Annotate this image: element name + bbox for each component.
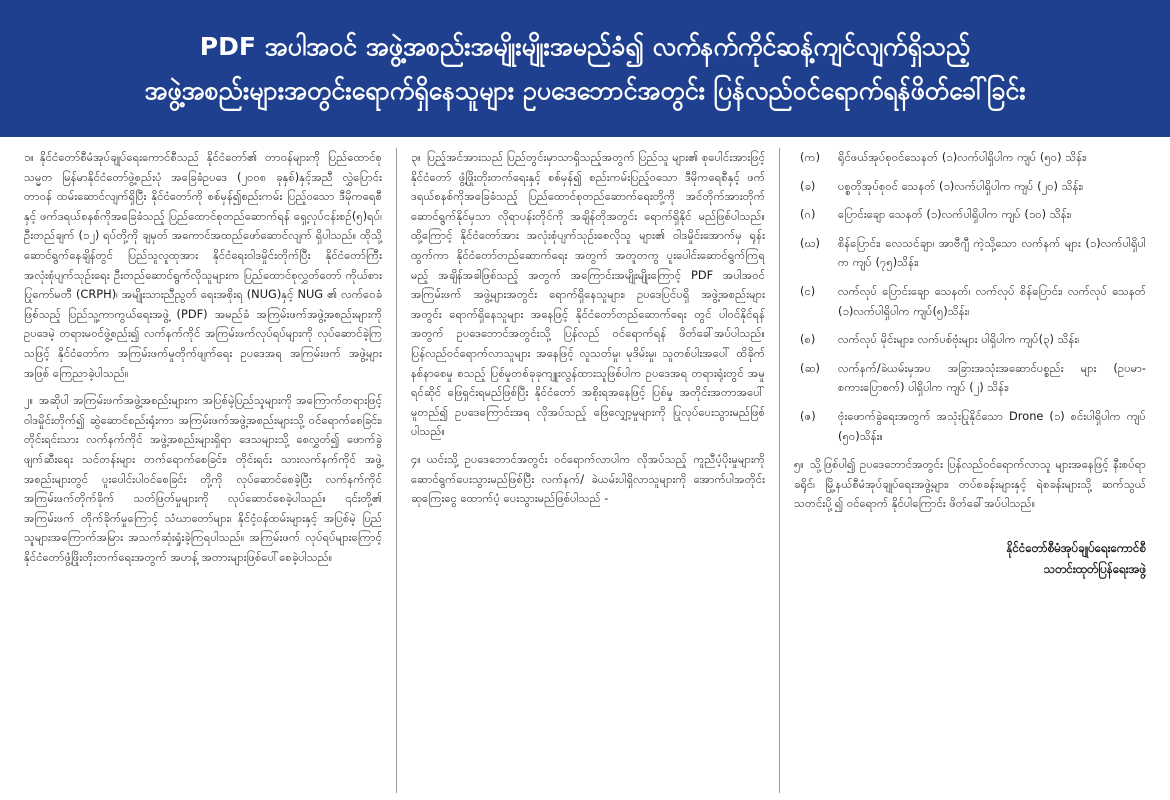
signature-block [794, 538, 1146, 580]
paragraph-3 [411, 148, 765, 442]
paragraph-text: အဆိုပါ အကြမ်းဖက်အဖွဲ့အစည်းများက အပြစ်မဲ့ပြည်သူများကို အကြောက်တရားဖြင့် ဝါဒမှိုင်းတိုက်၍ ဆွဲဆောင်စည်းရုံးကာ အကြမ်းဖက်အဖွဲ့အစည်းများသို့ ဝင်ရောက်စေခြင်း၊ တိုင်းရင်းသား လက်နက်ကိုင် အဖွဲ့အစည်းများရှိရာ ဒေသများသို့ စေလွှတ်၍ ဖောက်ခွဲဖျက်ဆီးရေး သင်တန်းများ တက်ရောက်စေခြင်း၊ တိုင်းရင်း သားလက်နက်ကိုင် အဖွဲ့အစည်းများတွင် ပူးပေါင်းပါဝင်စေခြင်း တို့ကို လုပ်ဆောင်စေခဲ့ပြီး လက်နက်ကိုင် အကြမ်းဖက်တိုက်ခိုက် သတ်ဖြတ်မှုများကို လုပ်ဆောင်စေခဲ့ပါသည်။ ၎င်းတို့၏ အကြမ်းဖက် တိုက်ခိုက်မှုကြောင့် သံဃာတော်များ၊ နိုင်ငံ့ဝန်ထမ်းများနှင့် အပြစ်မဲ့ ပြည်သူများအကြောက်အမြား အသက်ဆုံးရှုံးခဲ့ကြရပါသည်။ အကြမ်းဖက် လုပ်ရပ်များကြောင့် နိုင်ငံတော်ဖွံ့ဖြိုးတိုးတက်ရေးအတွက် အဟန့် အတားများဖြစ်ပေါ်စေခဲ့ပါသည်။ [24, 393, 382, 564]
reward-label: (စ) [800, 332, 816, 347]
paragraph-1 [24, 148, 382, 383]
reward-label: (င) [800, 283, 816, 298]
announcement-body [24, 148, 1146, 793]
reward-list [794, 148, 1146, 446]
paragraph-text: ပြည့်အင်အားသည် ပြည်တွင်းမှာသာရှိသည့်အတွက် ပြည်သူ များ၏ စုပေါင်းအားဖြင့် နိုင်ငံတော် ဖွံ့ဖြိုးတိုးတက်ရေးနှင့် စစ်မှန်၍ စည်းကမ်းပြည့်ဝသော ဒီမိုကရေစီနှင့် ဖက်ဒရယ်စနစ်ကိုအခြေခံသည့် ပြည်ထောင်စုတည်ဆောက်ရေးတို့ကို အင်တိုက်အားတိုက် ဆောင်ရွက်နိုင်မှသာ လိုရာပန်းတိုင်ကို အချိန်တိုအတွင်း ရောက်ရှိနိုင် မည်ဖြစ်ပါသည်။ ထို့ကြောင့် နိုင်ငံတော်အား အလုံးစုံပျက်သုဉ်းစေလိုသူ များ၏ ဝါဒမှိုင်းအောက်မှ ရုန်းထွက်ကာ နိုင်ငံတော်တည်ဆောက်ရေး အတွက် အတူတကွ ပူးပေါင်းဆောင်ရွက်ကြရမည့် အချိန်အခါဖြစ်သည့် အတွက် အကြောင်းအမျိုးမျိုးကြောင့် PDF အပါအဝင် အကြမ်းဖက် အဖွဲ့များအတွင်း ရောက်ရှိနေသူများ၊ ဥပဒေပြင်ပရှိ အဖွဲ့အစည်းများ အတွင်း ရောက်ရှိနေသူများ အနေဖြင့် နိုင်ငံတော်တည်ဆောက်ရေး တွင် ပါဝင်နိုင်ရန်အတွက် ဥပဒေဘောင်အတွင်းသို့ ပြန်လည် ဝင်ရောက်ရန် ဖိတ်ခေါ်အပ်ပါသည်။ ပြန်လည်ဝင်ရောက်လာသူများ အနေဖြင့် လူသတ်မှု၊ မုဒိမ်းမှု၊ သူတစ်ပါးအပေါ် ထိခိုက်နစ်နာစေမှု စသည့် ပြစ်မှုတစ်ခုခုကျူးလွန်ထားသူဖြစ်ပါက ဥပဒေအရ တရားရုံးတွင် အမှုရင်ဆိုင် ဖြေရှင်းရမည်ဖြစ်ပြီး နိုင်ငံတော် အစိုးရအနေဖြင့် ပြစ်မှု အတိုင်းအတာအပေါ် မူတည်၍ ဥပဒေကြောင်းအရ လိုအပ်သည့် ဖြေလျှော့မှုများကို ပြုလုပ်ပေးသွားမည်ဖြစ်ပါသည်။ [411, 150, 765, 439]
reward-label: (ဂ) [800, 207, 816, 222]
reward-label: (ဇ) [800, 408, 816, 423]
paragraph-4 [411, 450, 765, 509]
reward-item [794, 205, 1146, 225]
paragraph-number: ၄။ [411, 451, 421, 466]
signature-line-1: နိုင်ငံတော်စီမံအုပ်ချုပ်ရေးကောင်စီ [1006, 540, 1146, 555]
signature-line-2: သတင်းထုတ်ပြန်ရေးအဖွဲ့ [1043, 561, 1146, 576]
reward-item [794, 148, 1146, 168]
reward-text: စိန်ပြောင်း၊ လေသင်ချာ၊ အာဗီဂျီ ကဲ့သို့သော လက်နက် များ (၁)လက်ပါရှိပါက ကျပ် (၇၅)သိန်း၊ [838, 235, 1146, 270]
paragraph-text: သို့ဖြစ်ပါ၍ ဥပဒေဘောင်အတွင်း ပြန်လည်ဝင်ရောက်လာသူ များအနေဖြင့် နီးစပ်ရာ ခရိုင်၊ မြို့နယ်စီမံအုပ်ချုပ်ရေးအဖွဲ့များ၊ တပ်စခန်းများနှင့် ရဲစခန်းများသို့ ဆက်သွယ်သတင်းပို့၍ ဝင်ရောက် နိုင်ပါကြောင်း ဖိတ်ခေါ်အပ်ပါသည်။ [794, 457, 1146, 511]
paragraph-text: နိုင်ငံတော်စီမံအုပ်ချုပ်ရေးကောင်စီသည် နိုင်ငံတော်၏ တာဝန်များကို ပြည်ထောင်စုသမ္မတ မြန်မာနိုင်ငံတော်ဖွဲ့စည်းပုံ အခြေခံဥပဒေ (၂၀၀၈ ခုနှစ်)နှင့်အညီ လွှဲပြောင်း တာဝန် ထမ်းဆောင်လျက်ရှိပြီး နိုင်ငံတော်ကို စစ်မှန်၍စည်းကမ်း ပြည့်ဝသော ဒီမိုကရေစီနှင့် ဖက်ဒရယ်စနစ်ကိုအခြေခံသည့် ပြည်ထောင်စုတည်ဆောက်ရန် ရှေ့လုပ်ငန်းစဉ်(၅)ရပ်၊ ဦးတည်ချက် (၁၂) ရပ်တို့ကို ချမှတ် အကောင်အထည်ဖော်ဆောင်လျက် ရှိပါသည်။ ထိုသို့ဆောင်ရွက်နေချိန်တွင် ပြည်သူလူထုအား နိုင်ငံရေးဝါဒမှိုင်းတိုက်ပြီး နိုင်ငံတော်ကြီး အလုံးစုံပျက်သုဉ်းရေး ဦးတည်ဆောင်ရွက်လိုသူများက ပြည်ထောင်စုလွှတ်တော် ကိုယ်စားပြုကော်မတီ (CRPH)၊ အမျိုးသားညီညွတ် ရေးအစိုးရ (NUG)နှင့် NUG ၏ လက်ဝေခံဖြစ်သည့် ပြည်သူ့ကာကွယ်ရေးအဖွဲ့ (PDF) အမည်ခံ အကြမ်းဖက်အဖွဲ့အစည်းများကို ဥပဒေမဲ့ တရားမဝင်ဖွဲ့စည်း၍ လက်နက်ကိုင် အကြမ်းဖက်လုပ်ရပ်များကို လုပ်ဆောင်ခဲ့ကြသဖြင့် နိုင်ငံတော်က အကြမ်းဖက်မှုတိုက်ဖျက်ရေး ဥပဒေအရ အကြမ်းဖက် အဖွဲ့များအဖြစ် ကြေညာခဲ့ပါသည်။ [24, 150, 382, 380]
paragraph-text: ယင်းသို့ ဥပဒေဘောင်အတွင်း ဝင်ရောက်လာပါက လိုအပ်သည့် ကူညီပံ့ပိုးမှုများကို ဆောင်ရွက်ပေးသွားမည်ဖြစ်ပြီး လက်နက်/ ခဲယမ်းပါရှိလာသူများကို အောက်ပါအတိုင်း ဆုကြေးငွေ ထောက်ပံ့ ပေးသွားမည်ဖြစ်ပါသည် - [411, 451, 765, 506]
reward-text: ပစ္စတိုအုပ်စုဝင် သေနတ် (၁)လက်ပါရှိပါက ကျပ် (၂၀) သိန်း၊ [838, 178, 1084, 193]
reward-item [794, 177, 1146, 197]
paragraph-5 [794, 455, 1146, 514]
paragraph-number: ၁။ [24, 150, 34, 164]
reward-text: ဗုံးဖောက်ခွဲရေးအတွက် အသုံးပြုနိုင်သော Drone (၁) စင်းပါရှိပါက ကျပ် (၅၀)သိန်း။ [838, 408, 1146, 443]
column-left [24, 148, 396, 793]
column-right [780, 148, 1146, 793]
headline-line-2: အဖွဲ့အစည်းများအတွင်းရောက်ရှိနေသူများ ဥပဒေဘောင်အတွင်း ပြန်လည်ဝင်ရောက်ရန်ဖိတ်ခေါ်ခြင်း [144, 75, 1026, 105]
reward-text: လက်လုပ် မိုင်းများ၊ လက်ပစ်ဗုံးများ ပါရှိပါက ကျပ်(၃) သိန်း၊ [838, 332, 1080, 347]
reward-item [794, 407, 1146, 446]
reward-item [794, 330, 1146, 350]
reward-text: လက်လုပ် ပြောင်းချော သေနတ်၊ လက်လုပ် စိန်ပြောင်း၊ လက်လုပ် သေနတ် (၁)လက်ပါရှိပါက ကျပ်(၅)သိန်း၊ [838, 283, 1146, 318]
paragraph-number: ၅။ [794, 457, 804, 472]
reward-item [794, 282, 1146, 321]
reward-item [794, 359, 1146, 398]
reward-label: (ဃ) [800, 235, 821, 250]
reward-text: ပြောင်းချော သေနတ် (၁)လက်ပါရှိပါက ကျပ် (၁၀) သိန်း၊ [838, 207, 1072, 222]
reward-text: လက်နက်/ခဲယမ်းမှအပ အခြားအသုံးအဆောင်ပစ္စည်း များ (ဥပမာ- စကားပြောစက်) ပါရှိပါက ကျပ် (၂) သိန်း၊ [838, 360, 1146, 395]
reward-label: (က) [800, 150, 821, 164]
reward-label: (ခ) [800, 178, 816, 193]
column-middle [396, 148, 780, 793]
paragraph-number: ၃။ [411, 150, 421, 164]
reward-item [794, 234, 1146, 273]
paragraph-2 [24, 391, 382, 567]
reward-label: (ဆ) [800, 360, 820, 375]
paragraph-number: ၂။ [24, 393, 34, 408]
announcement-banner [0, 0, 1170, 137]
reward-text: ရိုင်ဖယ်အုပ်စုဝင်သေနတ် (၁)လက်ပါရှိပါက ကျပ် (၅၀) သိန်း၊ [838, 150, 1087, 164]
headline-line-1: PDF အပါအဝင် အဖွဲ့အစည်းအမျိုးမျိုးအမည်ခံ၍ လက်နက်ကိုင်ဆန့်ကျင်လျက်ရှိသည့် [199, 31, 971, 61]
